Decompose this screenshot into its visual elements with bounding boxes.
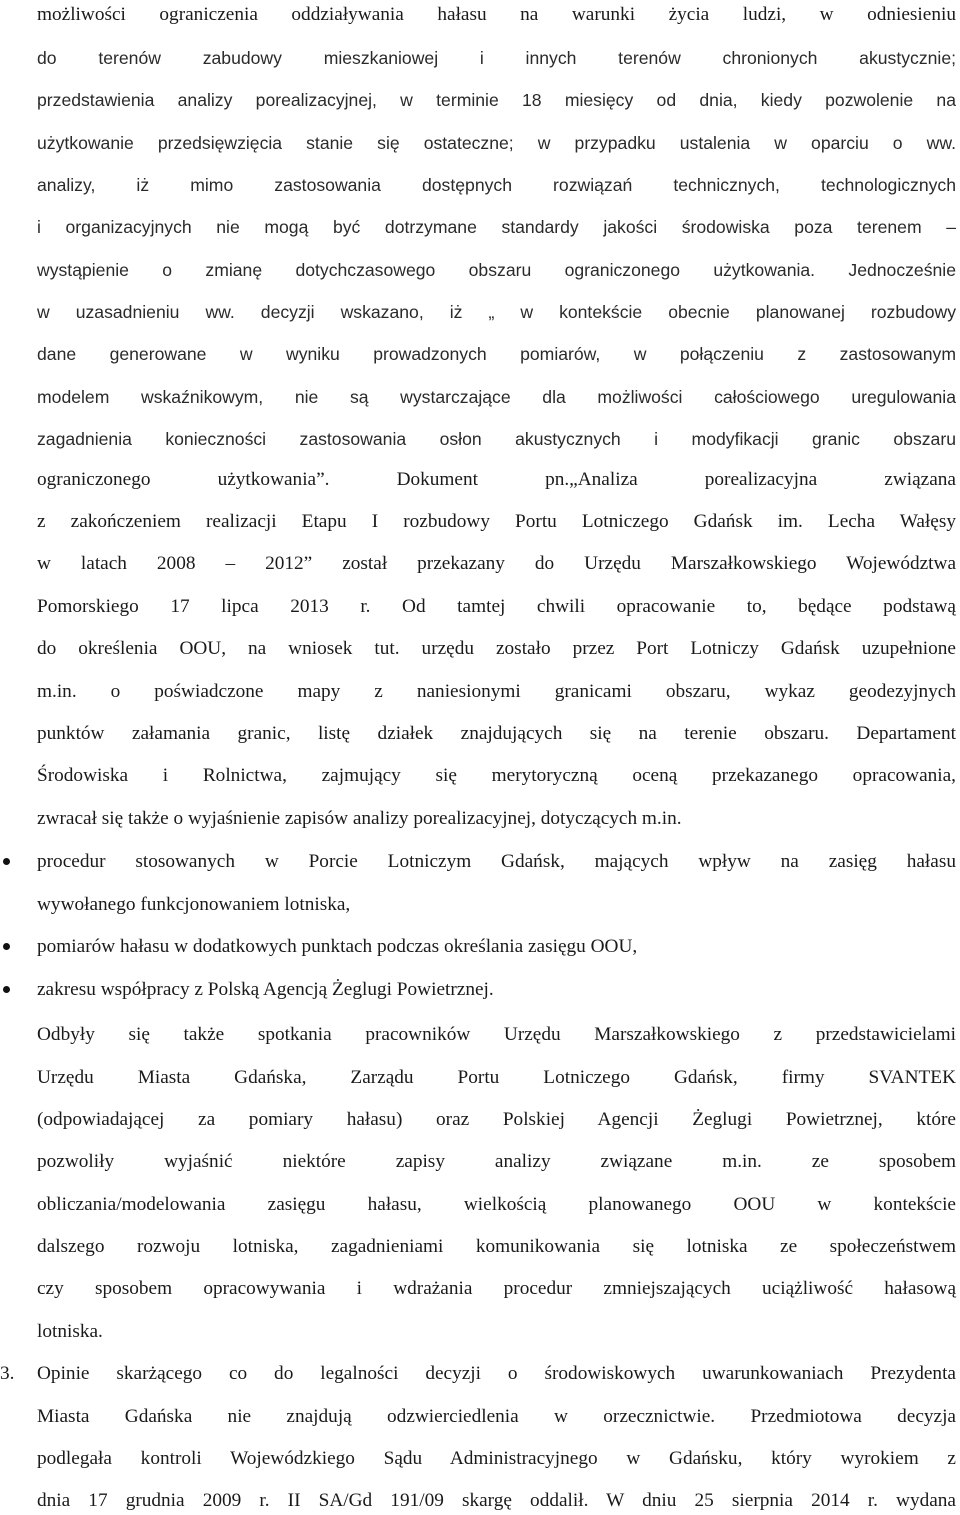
text-line: czy sposobem opracowywania i wdrażania procedur zmniejszających uciążliwość hałasową [37,1278,956,1299]
list-number: 3. [0,1363,15,1384]
text-line: ograniczonego użytkowania”. Dokument pn.„Analiza porealizacyjna związana [37,469,956,490]
text-line: dalszego rozwoju lotniska, zagadnieniami komunikowania się lotniska ze społeczeństwem [37,1236,956,1257]
text-line: modelem wskaźnikowym, nie są wystarczające dla możliwości całościowego uregulowania [37,387,956,407]
text-line: zakresu współpracy z Polską Agencją Żeglugi Powietrznej. [37,979,494,1000]
text-line: podlegała kontroli Wojewódzkiego Sądu Administracyjnego w Gdańsku, który wyrokiem z [37,1448,956,1469]
text-line: w latach 2008 – 2012” został przekazany do Urzędu Marszałkowskiego Województwa [37,553,956,574]
text-line: lotniska. [37,1321,103,1342]
text-line: dane generowane w wyniku prowadzonych pomiarów, w połączeniu z zastosowanym [37,344,956,364]
text-line: m.in. o poświadczone mapy z naniesionymi granicami obszaru, wykaz geodezyjnych [37,681,956,702]
text-line: w uzasadnieniu ww. decyzji wskazano, iż „ w kontekście obecnie planowanej rozbudowy [37,302,956,322]
text-line: przedstawienia analizy porealizacyjnej, w terminie 18 miesięcy od dnia, kiedy pozwolenie na [37,90,956,110]
text-line: Odbyły się także spotkania pracowników Urzędu Marszałkowskiego z przedstawicielami [37,1024,956,1045]
text-line: wywołanego funkcjonowaniem lotniska, [37,894,351,915]
text-line: z zakończeniem realizacji Etapu I rozbudowy Portu Lotniczego Gdańsk im. Lecha Wałęsy [37,511,956,532]
text-line: możliwości ograniczenia oddziaływania hałasu na warunki życia ludzi, w odniesieniu [37,4,956,25]
text-line: analizy, iż mimo zastosowania dostępnych rozwiązań technicznych, technologicznych [37,175,956,195]
text-line: do terenów zabudowy mieszkaniowej i innych terenów chronionych akustycznie; [37,48,956,68]
bullet-icon [1,856,13,868]
text-line: Środowiska i Rolnictwa, zajmujący się merytoryczną oceną przekazanego opracowania, [37,765,956,786]
text-line: zwracał się także o wyjaśnienie zapisów analizy porealizacyjnej, dotyczących m.in. [37,808,682,829]
text-line: zagadnienia konieczności zastosowania osłon akustycznych i modyfikacji granic obszaru [37,429,956,449]
text-line: i organizacyjnych nie mogą być dotrzymane standardy jakości środowiska poza terenem – [37,217,956,237]
text-line: pozwoliły wyjaśnić niektóre zapisy analizy związane m.in. ze sposobem [37,1151,956,1172]
bullet-icon [1,941,13,953]
text-line: procedur stosowanych w Porcie Lotniczym Gdańsk, mających wpływ na zasięg hałasu [37,851,956,872]
text-line: dnia 17 grudnia 2009 r. II SA/Gd 191/09 skargę oddalił. W dniu 25 sierpnia 2014 r. wydana [37,1490,956,1511]
text-line: Pomorskiego 17 lipca 2013 r. Od tamtej chwili opracowanie to, będące podstawą [37,596,956,617]
text-line: do określenia OOU, na wniosek tut. urzędu zostało przez Port Lotniczy Gdańsk uzupełnione [37,638,956,659]
text-line: Urzędu Miasta Gdańska, Zarządu Portu Lotniczego Gdańsk, firmy SVANTEK [37,1067,956,1088]
text-line: (odpowiadającej za pomiary hałasu) oraz Polskiej Agencji Żeglugi Powietrznej, które [37,1109,956,1130]
text-line: wystąpienie o zmianę dotychczasowego obszaru ograniczonego użytkowania. Jednocześnie [37,260,956,280]
text-line: użytkowanie przedsięwzięcia stanie się ostateczne; w przypadku ustalenia w oparciu o ww. [37,133,956,153]
text-line: Opinie skarżącego co do legalności decyzji o środowiskowych uwarunkowaniach Prezydenta [37,1363,956,1384]
bullet-icon [1,984,13,996]
text-line: Miasta Gdańska nie znajdują odzwierciedlenia w orzecznictwie. Przedmiotowa decyzja [37,1406,956,1427]
text-line: obliczania/modelowania zasięgu hałasu, wielkością planowanego OOU w kontekście [37,1194,956,1215]
text-line: punktów załamania granic, listę działek znajdujących się na terenie obszaru. Departament [37,723,956,744]
text-line: pomiarów hałasu w dodatkowych punktach podczas określania zasięgu OOU, [37,936,638,957]
